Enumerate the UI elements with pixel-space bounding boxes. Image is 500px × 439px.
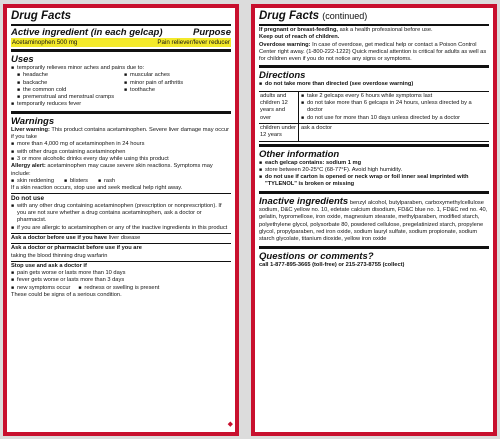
list-item: ■ fever gets worse or lasts more than 3 days: [11, 277, 231, 284]
active-ingredient-row: [11, 38, 231, 47]
ask-pharmacist-heading: Ask a doctor or pharmacist before use if you are: [11, 245, 142, 252]
overdose-text: In case of overdose, get medical help or contact a Poison Control Center right away. (1-800-222-1222) Quick medical attention is critical for adults as well as for children even if you do not notice any signs or symptoms.: [259, 41, 487, 63]
questions-phone: call 1-877-895-3665 (toll-free) or 215-273-8755 (collect): [259, 261, 405, 268]
uses-intro: ■ temporarily relieves minor aches and pains due to:: [11, 65, 231, 72]
active-ingredient-value: Acetaminophen 500 mg: [12, 39, 78, 46]
panel-title-text: Drug Facts: [259, 10, 320, 22]
list-item: ■ temporarily reduces fever: [11, 101, 231, 108]
list-item: ■ premenstrual and menstrual cramps: [17, 94, 231, 101]
list-item: ■ rash: [98, 178, 115, 185]
list-item: ■ backache: [17, 80, 124, 87]
liver-warning-label: Liver warning:: [11, 126, 50, 133]
active-ingredient-header: [11, 27, 231, 38]
list-item: ■ if you are allergic to acetaminophen or any of the inactive ingredients in this product: [11, 225, 231, 232]
list-item: ■ with other drugs containing acetaminophen: [11, 149, 231, 156]
do-not-use-heading: Do not use: [11, 195, 45, 203]
directions-table: [259, 91, 489, 142]
questions-heading: Questions or comments?: [259, 250, 374, 262]
panel-title-continued: (continued): [322, 11, 368, 21]
list-item: ■ pain gets worse or lasts more than 10 days: [11, 270, 231, 277]
ask-doctor-heading: Ask a doctor before use if you have: [11, 234, 108, 241]
allergy-alert-text: acetaminophen may cause severe skin reactions. Symptoms may include:: [11, 163, 213, 177]
purpose-label: Purpose: [192, 27, 231, 38]
drug-facts-panel-left: [3, 4, 239, 436]
list-item: ■ skin reddening: [11, 178, 54, 185]
ask-pharmacist-text: taking the blood thinning drug warfarin: [11, 252, 108, 259]
uses-heading: Uses: [11, 54, 34, 65]
other-info-heading: Other information: [259, 148, 340, 160]
overdose-label: Overdose warning:: [259, 41, 311, 48]
inactive-ingredients: [259, 196, 489, 244]
warnings-heading: Warnings: [11, 115, 55, 127]
list-item: ■ headache: [17, 72, 124, 79]
overdose-warning: [259, 42, 489, 64]
list-item: ■ muscular aches: [124, 72, 231, 79]
pregnancy-label: If pregnant or breast-feeding,: [259, 27, 339, 33]
panel-title: Drug Facts: [11, 10, 72, 22]
purpose-value: Pain reliever/fever reducer: [157, 39, 230, 46]
stop-use-footer: These could be signs of a serious condition.: [11, 292, 122, 299]
inactive-ingredients-text: benzyl alcohol, butylparaben, carboxymethylcellulose sodium, D&C yellow no. 10, edetate calcium disodium, FD&C blue no. 1, FD&C red no. 40, gelatin, hypromellose, iron oxide, magnesium stearate, methylparaben, modified starch, polyethylene glycol, polysorbate 80, powdered cellulose, pregelatinized starch, propylene glycol, propylparaben, red iron oxide, sodium lauryl sulfate, sodium propionate, sodium starch glycolate, titanium dioxide, yellow iron oxide: [259, 199, 488, 243]
list-item: ■ more than 4,000 mg of acetaminophen in 24 hours: [11, 141, 231, 148]
directions-row-label: children under 12 years: [259, 123, 299, 141]
directions-row-content: ask a doctor: [299, 123, 489, 141]
directions-row-content: [299, 92, 489, 123]
list-item: ■ do not use for more than 10 days unless directed by a doctor: [301, 115, 487, 122]
drug-facts-panel-right: [251, 4, 497, 436]
uses-list: [17, 72, 231, 94]
pregnancy-warning: [259, 27, 489, 34]
list-item: ■ blisters: [64, 178, 88, 185]
list-item: ■ with any other drug containing acetaminophen (prescription or nonprescription). If you are not sure whether a drug contains acetaminophen, ask a doctor or pharmacist.: [11, 203, 231, 225]
allergy-stop: If a skin reaction occurs, stop use and seek medical help right away.: [11, 185, 183, 192]
list-item: ■ do not take more than 6 gelcaps in 24 hours, unless directed by a doctor: [301, 100, 487, 115]
allergy-list: [11, 178, 231, 185]
ask-doctor-section: [11, 235, 231, 242]
stop-use-heading: Stop use and ask a doctor if: [11, 262, 87, 269]
list-item: ■ new symptoms occur: [11, 285, 70, 292]
list-item: ■ do not take more than directed (see overdose warning): [259, 81, 489, 88]
inactive-ingredients-heading: Inactive ingredients: [259, 195, 349, 207]
list-item: ■ store between 20-25°C (68-77°F). Avoid high humidity.: [259, 167, 489, 174]
liver-warning-text: This product contains acetaminophen. Severe liver damage may occur if you take: [11, 126, 230, 141]
list-item: ■ 3 or more alcoholic drinks every day while using this product: [11, 156, 231, 163]
list-item: ■ do not use if carton is opened or neck wrap or foil inner seal imprinted with "TYLENOL" is broken or missing: [259, 174, 489, 189]
list-item: ■ redness or swelling is present: [78, 285, 159, 292]
pregnancy-text: ask a health professional before use.: [339, 27, 433, 33]
allergy-alert: [11, 163, 231, 178]
keep-out-of-reach: Keep out of reach of children.: [259, 34, 340, 41]
list-item: ■ toothache: [124, 87, 231, 94]
list-item: ■ take 2 gelcaps every 6 hours while symptoms last: [301, 93, 487, 100]
allergy-alert-label: Allergy alert:: [11, 163, 46, 170]
ask-doctor-text: liver disease: [108, 234, 141, 241]
liver-warning: [11, 127, 231, 142]
list-item: ■ the common cold: [17, 87, 124, 94]
directions-row-label: adults and children 12 years and over: [259, 92, 299, 123]
list-item: ■ each gelcap contains: sodium 1 mg: [259, 160, 489, 167]
directions-heading: Directions: [259, 70, 306, 82]
continue-arrow-icon: ◆: [227, 421, 233, 428]
active-ingredient-label: Active ingredient (in each gelcap): [11, 27, 163, 38]
list-item: ■ minor pain of arthritis: [124, 80, 231, 87]
panel-title: [259, 10, 489, 23]
